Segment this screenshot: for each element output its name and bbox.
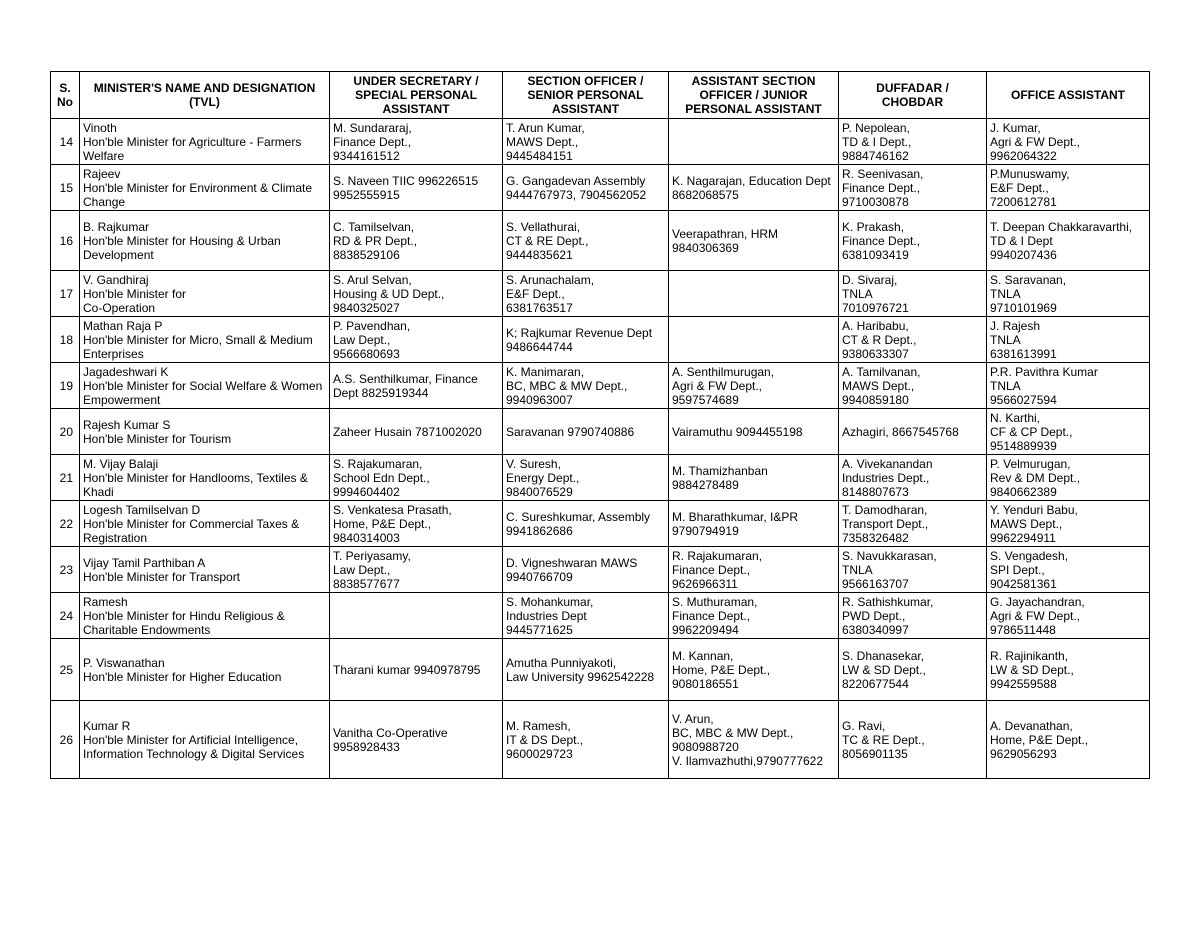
cell-assistant-section-officer: R. Rajakumaran, Finance Dept., 9626966311 bbox=[669, 547, 839, 593]
cell-office-assistant: Y. Yenduri Babu, MAWS Dept., 9962294911 bbox=[987, 501, 1150, 547]
header-assistant-section-officer: ASSISTANT SECTION OFFICER / JUNIOR PERSONAL ASSISTANT bbox=[669, 72, 839, 119]
cell-sno: 24 bbox=[51, 593, 80, 639]
cell-minister: Mathan Raja P Hon'ble Minister for Micro, Small & Medium Enterprises bbox=[80, 317, 330, 363]
cell-office-assistant: P.R. Pavithra Kumar TNLA 9566027594 bbox=[987, 363, 1150, 409]
cell-assistant-section-officer: A. Senthilmurugan, Agri & FW Dept., 9597574689 bbox=[669, 363, 839, 409]
cell-under-secretary: A.S. Senthilkumar, Finance Dept 8825919344 bbox=[330, 363, 503, 409]
cell-minister: Rajeev Hon'ble Minister for Environment & Climate Change bbox=[80, 165, 330, 211]
cell-office-assistant: A. Devanathan, Home, P&E Dept., 9629056293 bbox=[987, 701, 1150, 779]
table-row bbox=[51, 409, 1150, 455]
cell-sno: 23 bbox=[51, 547, 80, 593]
header-minister: MINISTER'S NAME AND DESIGNATION (TVL) bbox=[80, 72, 330, 119]
cell-office-assistant: P. Velmurugan, Rev & DM Dept., 9840662389 bbox=[987, 455, 1150, 501]
cell-minister: B. Rajkumar Hon'ble Minister for Housing & Urban Development bbox=[80, 211, 330, 271]
cell-section-officer: S. Mohankumar, Industries Dept 9445771625 bbox=[503, 593, 669, 639]
cell-duffadar: S. Dhanasekar, LW & SD Dept., 8220677544 bbox=[839, 639, 987, 701]
table-row bbox=[51, 211, 1150, 271]
cell-duffadar: R. Seenivasan, Finance Dept., 9710030878 bbox=[839, 165, 987, 211]
cell-minister: Vijay Tamil Parthiban A Hon'ble Minister for Transport bbox=[80, 547, 330, 593]
table-row bbox=[51, 271, 1150, 317]
cell-section-officer: S. Arunachalam, E&F Dept., 6381763517 bbox=[503, 271, 669, 317]
cell-duffadar: R. Sathishkumar, PWD Dept., 6380340997 bbox=[839, 593, 987, 639]
cell-office-assistant: G. Jayachandran, Agri & FW Dept., 9786511448 bbox=[987, 593, 1150, 639]
cell-duffadar: K. Prakash, Finance Dept., 6381093419 bbox=[839, 211, 987, 271]
cell-assistant-section-officer: K. Nagarajan, Education Dept 8682068575 bbox=[669, 165, 839, 211]
cell-under-secretary: S. Venkatesa Prasath, Home, P&E Dept., 9840314003 bbox=[330, 501, 503, 547]
cell-sno: 19 bbox=[51, 363, 80, 409]
staff-allocation-table bbox=[50, 71, 1150, 779]
cell-sno: 14 bbox=[51, 119, 80, 165]
cell-under-secretary: M. Sundararaj, Finance Dept., 9344161512 bbox=[330, 119, 503, 165]
cell-under-secretary: Vanitha Co-Operative 9958928433 bbox=[330, 701, 503, 779]
cell-office-assistant: S. Vengadesh, SPI Dept., 9042581361 bbox=[987, 547, 1150, 593]
cell-assistant-section-officer: Veerapathran, HRM 9840306369 bbox=[669, 211, 839, 271]
cell-section-officer: K; Rajkumar Revenue Dept 9486644744 bbox=[503, 317, 669, 363]
header-under-secretary: UNDER SECRETARY / SPECIAL PERSONAL ASSISTANT bbox=[330, 72, 503, 119]
table-row bbox=[51, 455, 1150, 501]
cell-under-secretary: C. Tamilselvan, RD & PR Dept., 8838529106 bbox=[330, 211, 503, 271]
cell-section-officer: Saravanan 9790740886 bbox=[503, 409, 669, 455]
cell-office-assistant: N. Karthi, CF & CP Dept., 9514889939 bbox=[987, 409, 1150, 455]
table-row bbox=[51, 363, 1150, 409]
cell-minister: Ramesh Hon'ble Minister for Hindu Religious & Charitable Endowments bbox=[80, 593, 330, 639]
cell-under-secretary bbox=[330, 593, 503, 639]
cell-assistant-section-officer: S. Muthuraman, Finance Dept., 9962209494 bbox=[669, 593, 839, 639]
cell-minister: V. Gandhiraj Hon'ble Minister for Co-Operation bbox=[80, 271, 330, 317]
cell-office-assistant: J. Kumar, Agri & FW Dept., 9962064322 bbox=[987, 119, 1150, 165]
cell-assistant-section-officer: Vairamuthu 9094455198 bbox=[669, 409, 839, 455]
cell-under-secretary: P. Pavendhan, Law Dept., 9566680693 bbox=[330, 317, 503, 363]
table-row bbox=[51, 639, 1150, 701]
cell-section-officer: T. Arun Kumar, MAWS Dept., 9445484151 bbox=[503, 119, 669, 165]
table-body bbox=[51, 119, 1150, 779]
cell-minister: Kumar R Hon'ble Minister for Artificial Intelligence, Information Technology & Digital Services bbox=[80, 701, 330, 779]
cell-assistant-section-officer bbox=[669, 317, 839, 363]
cell-minister: M. Vijay Balaji Hon'ble Minister for Handlooms, Textiles & Khadi bbox=[80, 455, 330, 501]
cell-section-officer: C. Sureshkumar, Assembly 9941862686 bbox=[503, 501, 669, 547]
header-office-assistant: OFFICE ASSISTANT bbox=[987, 72, 1150, 119]
table-row bbox=[51, 701, 1150, 779]
cell-sno: 15 bbox=[51, 165, 80, 211]
table-row bbox=[51, 165, 1150, 211]
table-row bbox=[51, 119, 1150, 165]
cell-section-officer: V. Suresh, Energy Dept., 9840076529 bbox=[503, 455, 669, 501]
cell-assistant-section-officer: M. Thamizhanban 9884278489 bbox=[669, 455, 839, 501]
cell-duffadar: D. Sivaraj, TNLA 7010976721 bbox=[839, 271, 987, 317]
cell-duffadar: A. Tamilvanan, MAWS Dept., 9940859180 bbox=[839, 363, 987, 409]
table-row bbox=[51, 317, 1150, 363]
cell-duffadar: A. Vivekanandan Industries Dept., 8148807673 bbox=[839, 455, 987, 501]
cell-office-assistant: S. Saravanan, TNLA 9710101969 bbox=[987, 271, 1150, 317]
table-row bbox=[51, 593, 1150, 639]
cell-section-officer: D. Vigneshwaran MAWS 9940766709 bbox=[503, 547, 669, 593]
cell-duffadar: S. Navukkarasan, TNLA 9566163707 bbox=[839, 547, 987, 593]
cell-under-secretary: S. Naveen TIIC 996226515 9952555915 bbox=[330, 165, 503, 211]
cell-under-secretary: S. Arul Selvan, Housing & UD Dept., 9840325027 bbox=[330, 271, 503, 317]
cell-assistant-section-officer: V. Arun, BC, MBC & MW Dept., 9080988720 V. Ilamvazhuthi,9790777622 bbox=[669, 701, 839, 779]
cell-minister: Vinoth Hon'ble Minister for Agriculture - Farmers Welfare bbox=[80, 119, 330, 165]
cell-sno: 26 bbox=[51, 701, 80, 779]
cell-sno: 16 bbox=[51, 211, 80, 271]
cell-assistant-section-officer bbox=[669, 119, 839, 165]
header-sno: S. No bbox=[51, 72, 80, 119]
cell-minister: P. Viswanathan Hon'ble Minister for Higher Education bbox=[80, 639, 330, 701]
cell-assistant-section-officer: M. Bharathkumar, I&PR 9790794919 bbox=[669, 501, 839, 547]
cell-sno: 22 bbox=[51, 501, 80, 547]
cell-section-officer: G. Gangadevan Assembly 9444767973, 7904562052 bbox=[503, 165, 669, 211]
cell-under-secretary: Tharani kumar 9940978795 bbox=[330, 639, 503, 701]
cell-office-assistant: T. Deepan Chakkaravarthi, TD & I Dept 9940207436 bbox=[987, 211, 1150, 271]
cell-duffadar: T. Damodharan, Transport Dept., 7358326482 bbox=[839, 501, 987, 547]
header-duffadar: DUFFADAR / CHOBDAR bbox=[839, 72, 987, 119]
table-row bbox=[51, 547, 1150, 593]
cell-under-secretary: Zaheer Husain 7871002020 bbox=[330, 409, 503, 455]
cell-sno: 21 bbox=[51, 455, 80, 501]
table-row bbox=[51, 501, 1150, 547]
cell-section-officer: S. Vellathurai, CT & RE Dept., 9444835621 bbox=[503, 211, 669, 271]
cell-assistant-section-officer: M. Kannan, Home, P&E Dept., 9080186551 bbox=[669, 639, 839, 701]
cell-section-officer: K. Manimaran, BC, MBC & MW Dept., 9940963007 bbox=[503, 363, 669, 409]
table-header-row bbox=[51, 72, 1150, 119]
cell-office-assistant: J. Rajesh TNLA 6381613991 bbox=[987, 317, 1150, 363]
cell-office-assistant: P.Munuswamy, E&F Dept., 7200612781 bbox=[987, 165, 1150, 211]
cell-under-secretary: S. Rajakumaran, School Edn Dept., 9994604402 bbox=[330, 455, 503, 501]
cell-minister: Logesh Tamilselvan D Hon'ble Minister for Commercial Taxes & Registration bbox=[80, 501, 330, 547]
cell-sno: 20 bbox=[51, 409, 80, 455]
cell-duffadar: P. Nepolean, TD & I Dept., 9884746162 bbox=[839, 119, 987, 165]
cell-office-assistant: R. Rajinikanth, LW & SD Dept., 9942559588 bbox=[987, 639, 1150, 701]
cell-duffadar: Azhagiri, 8667545768 bbox=[839, 409, 987, 455]
cell-minister: Jagadeshwari K Hon'ble Minister for Social Welfare & Women Empowerment bbox=[80, 363, 330, 409]
cell-sno: 25 bbox=[51, 639, 80, 701]
cell-under-secretary: T. Periyasamy, Law Dept., 8838577677 bbox=[330, 547, 503, 593]
cell-minister: Rajesh Kumar S Hon'ble Minister for Tourism bbox=[80, 409, 330, 455]
cell-assistant-section-officer bbox=[669, 271, 839, 317]
header-section-officer: SECTION OFFICER / SENIOR PERSONAL ASSISTANT bbox=[503, 72, 669, 119]
cell-duffadar: G. Ravi, TC & RE Dept., 8056901135 bbox=[839, 701, 987, 779]
cell-duffadar: A. Haribabu, CT & R Dept., 9380633307 bbox=[839, 317, 987, 363]
cell-section-officer: M. Ramesh, IT & DS Dept., 9600029723 bbox=[503, 701, 669, 779]
cell-section-officer: Amutha Punniyakoti, Law University 9962542228 bbox=[503, 639, 669, 701]
cell-sno: 18 bbox=[51, 317, 80, 363]
cell-sno: 17 bbox=[51, 271, 80, 317]
